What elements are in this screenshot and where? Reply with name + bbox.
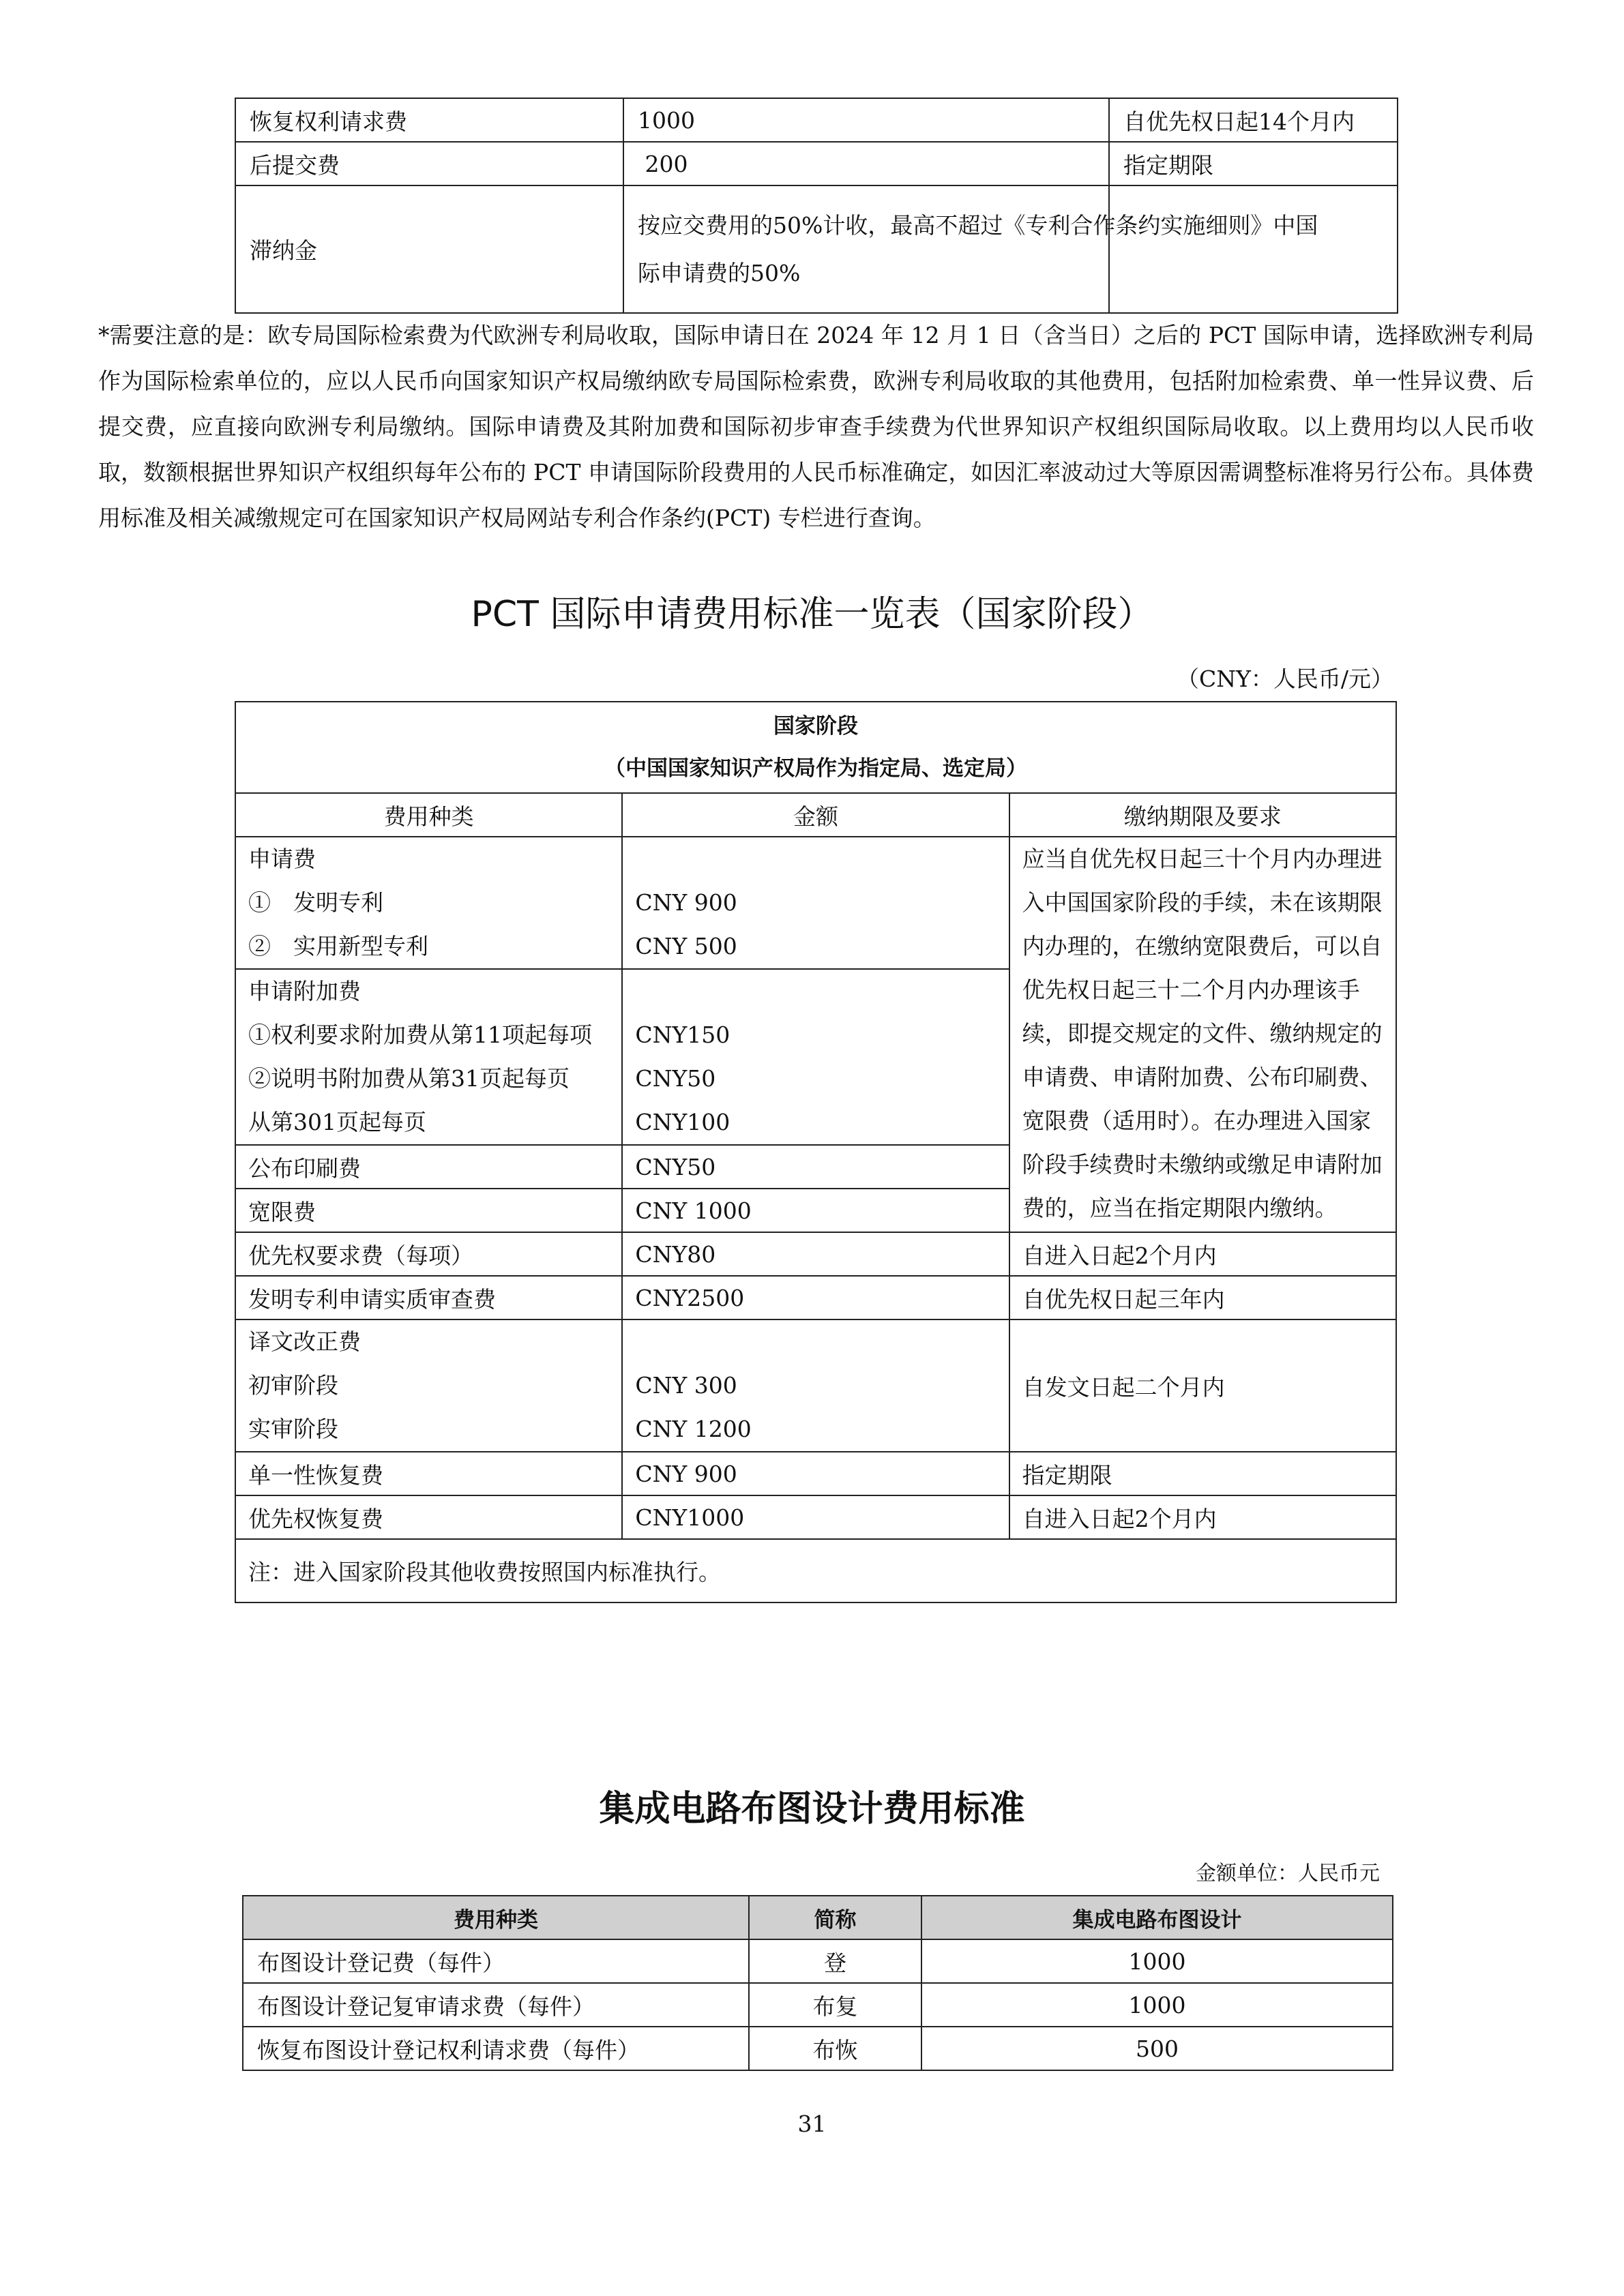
fee-deadline: 自优先权日起三年内	[1009, 1276, 1396, 1320]
fee-amount: 500	[921, 2027, 1393, 2070]
fee-deadline: 自进入日起2个月内	[1009, 1495, 1396, 1539]
amount-line: CNY100	[635, 1109, 730, 1135]
column-header: 缴纳期限及要求	[1009, 793, 1396, 837]
fee-line: ① 发明专利	[248, 889, 383, 916]
fee-deadline	[1109, 185, 1398, 313]
fee-amount: CNY80	[622, 1232, 1009, 1276]
table-row	[235, 98, 1398, 142]
fee-line: 从第301页起每页	[248, 1109, 426, 1135]
table-row	[235, 837, 1396, 969]
currency-unit-label: （CNY：人民币/元）	[1176, 666, 1393, 692]
fee-table-continued	[235, 98, 1398, 314]
table-row	[243, 1983, 1393, 2027]
amount-line: CNY 900	[635, 889, 737, 916]
fee-item: 宽限费	[235, 1189, 622, 1232]
column-header: 费用种类	[235, 793, 622, 837]
table-row	[235, 1232, 1396, 1276]
table-row	[243, 2027, 1393, 2070]
table-row	[235, 185, 1398, 313]
header-line: 国家阶段	[773, 714, 858, 739]
fee-deadline: 指定期限	[1109, 142, 1398, 185]
fee-item: 恢复权利请求费	[235, 98, 623, 142]
fee-requirement: 应当自优先权日起三十个月内办理进入中国国家阶段的手续，未在该期限内办理的，在缴纳宽限费后，可以自优先权日起三十二个月内办理该手续，即提交规定的文件、缴纳规定的申请费、申请附加费、公布印刷费、宽限费（适用时）。在办理进入国家阶段手续费时未缴纳或缴足申请附加费的，应当在指定期限内缴纳。	[1009, 837, 1396, 1232]
fee-abbr: 布恢	[749, 2027, 921, 2070]
fee-line: 申请费	[248, 846, 316, 872]
fee-deadline: 指定期限	[1009, 1452, 1396, 1495]
fee-item: 滞纳金	[235, 185, 623, 313]
fee-item: 公布印刷费	[235, 1145, 622, 1189]
amount-line: CNY50	[635, 1065, 716, 1092]
amount-line	[635, 837, 996, 881]
fee-item: 后提交费	[235, 142, 623, 185]
fee-amount: CNY 900	[622, 1452, 1009, 1495]
column-header: 费用种类	[243, 1896, 749, 1939]
fee-deadline: 自发文日起二个月内	[1009, 1320, 1396, 1452]
fee-amount	[622, 837, 1009, 969]
fee-item: 布图设计登记费（每件）	[243, 1939, 749, 1983]
fee-line: 实审阶段	[248, 1416, 338, 1442]
amount-line: CNY 500	[635, 933, 737, 959]
fee-deadline: 自进入日起2个月内	[1009, 1232, 1396, 1276]
fee-amount: 1000	[921, 1983, 1393, 2027]
amount-line: CNY150	[635, 1022, 730, 1048]
pct-national-phase-fee-table	[235, 701, 1397, 1603]
section-title: PCT 国际申请费用标准一览表（国家阶段）	[471, 594, 1153, 635]
fee-item: 恢复布图设计登记权利请求费（每件）	[243, 2027, 749, 2070]
page-number: 31	[797, 2111, 827, 2137]
fee-abbr: 登	[749, 1939, 921, 1983]
table-row	[235, 1276, 1396, 1320]
fee-line: ②说明书附加费从第31页起每页	[248, 1065, 570, 1092]
fee-item: 布图设计登记复审请求费（每件）	[243, 1983, 749, 2027]
fee-line: 初审阶段	[248, 1372, 338, 1399]
fee-amount: CNY1000	[622, 1495, 1009, 1539]
table-row	[235, 142, 1398, 185]
fee-abbr: 布复	[749, 1983, 921, 2027]
fee-amount: CNY 1000	[622, 1189, 1009, 1232]
fee-amount: 1000	[921, 1939, 1393, 1983]
table-header-row	[235, 702, 1396, 793]
fee-note-paragraph: *需要注意的是：欧专局国际检索费为代欧洲专利局收取，国际申请日在 2024 年 12 月 1 日（含当日）之后的 PCT 国际申请，选择欧洲专利局作为国际检索单位的，应以人民币向国家知识产权局缴纳欧专局国际检索费，欧洲专利局收取的其他费用，包括附加检索费、单一性异议费、后提交费，应直接向欧洲专利局缴纳。国际申请费及其附加费和国际初步审查手续费为代世界知识产权组织国际局收取。以上费用均以人民币收取，数额根据世界知识产权组织每年公布的 PCT 申请国际阶段费用的人民币标准确定，如因汇率波动过大等原因需调整标准将另行公布。具体费用标准及相关减缴规定可在国家知识产权局网站专利合作条约(PCT) 专栏进行查询。	[98, 322, 1534, 531]
column-header-row	[243, 1896, 1393, 1939]
fee-amount-line: 际申请费的50%	[638, 259, 801, 286]
section-title: 集成电路布图设计费用标准	[599, 1789, 1025, 1830]
fee-amount: 200	[623, 142, 1109, 185]
fee-amount: CNY2500	[622, 1276, 1009, 1320]
column-header-row	[235, 793, 1396, 837]
table-row	[235, 1495, 1396, 1539]
fee-line: 申请附加费	[248, 978, 361, 1004]
amount-line	[635, 1320, 996, 1364]
amount-line: CNY 1200	[635, 1416, 752, 1442]
fee-item	[235, 837, 622, 969]
fee-item	[235, 1320, 622, 1452]
fee-item: 优先权恢复费	[235, 1495, 622, 1539]
fee-item	[235, 969, 622, 1145]
fee-line: ② 实用新型专利	[248, 933, 428, 959]
column-header: 简称	[749, 1896, 921, 1939]
column-header: 集成电路布图设计	[921, 1896, 1393, 1939]
table-row	[235, 1539, 1396, 1602]
fee-amount: 1000	[623, 98, 1109, 142]
amount-line	[635, 970, 996, 1013]
fee-deadline: 自优先权日起14个月内	[1109, 98, 1398, 142]
column-header: 金额	[622, 793, 1009, 837]
fee-amount: CNY50	[622, 1145, 1009, 1189]
fee-amount-line: 按应交费用的50%计收，最高不超过《专利合作条约实施细则》中国	[638, 211, 1318, 239]
fee-amount	[623, 185, 1318, 313]
table-row	[235, 1320, 1396, 1452]
table-footnote: 注：进入国家阶段其他收费按照国内标准执行。	[235, 1539, 1396, 1602]
header-line: （中国国家知识产权局作为指定局、选定局）	[604, 756, 1027, 781]
fee-line: 译文改正费	[248, 1328, 361, 1355]
fee-line: ①权利要求附加费从第11项起每项	[248, 1022, 592, 1048]
fee-amount	[622, 969, 1009, 1145]
fee-amount	[622, 1320, 1009, 1452]
fee-item: 优先权要求费（每项）	[235, 1232, 622, 1276]
table-row	[235, 1452, 1396, 1495]
fee-item: 单一性恢复费	[235, 1452, 622, 1495]
ic-layout-fee-table	[242, 1895, 1393, 2071]
table-group-header	[235, 702, 1396, 793]
table-row	[243, 1939, 1393, 1983]
currency-unit-label: 金额单位：人民币元	[1196, 1862, 1380, 1885]
fee-item: 发明专利申请实质审查费	[235, 1276, 622, 1320]
amount-line: CNY 300	[635, 1372, 737, 1399]
